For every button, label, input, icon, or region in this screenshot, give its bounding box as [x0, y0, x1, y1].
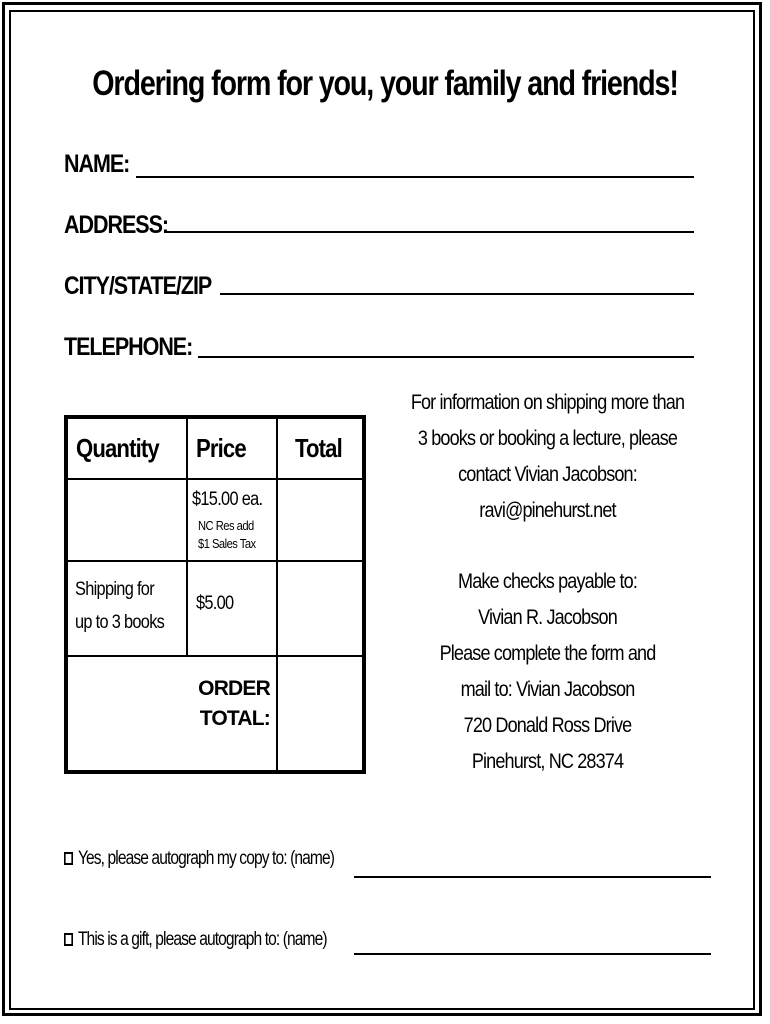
- form-title: Ordering form for you, your family and friends!: [92, 64, 678, 103]
- payment-line: Vivian R. Jacobson: [478, 606, 617, 629]
- quantity-book-cell[interactable]: [68, 480, 185, 559]
- city-state-zip-label: CITY/STATE/ZIP: [64, 272, 212, 300]
- telephone-label: TELEPHONE:: [64, 333, 193, 361]
- gift-checkbox[interactable]: [64, 933, 73, 946]
- payment-info: [385, 564, 710, 780]
- payment-line: Please complete the form and: [439, 642, 656, 665]
- autograph-label: Yes, please autograph my copy to: (name): [77, 848, 335, 869]
- payment-line: 720 Donald Ross Drive: [463, 714, 632, 737]
- gift-name-field[interactable]: [354, 953, 711, 955]
- payment-line: mail to: Vivian Jacobson: [460, 678, 635, 701]
- address-field[interactable]: [166, 231, 694, 233]
- payment-line: Make checks payable to:: [458, 570, 637, 593]
- gift-option: [64, 929, 327, 951]
- name-label: NAME:: [64, 150, 130, 178]
- shipping-price: $5.00: [196, 593, 234, 614]
- order-total-cell[interactable]: [278, 657, 362, 770]
- contact-email: ravi@pinehurst.net: [479, 499, 616, 522]
- order-total-line2: TOTAL:: [199, 707, 270, 730]
- shipping-label-line1: Shipping for: [75, 579, 154, 600]
- total-shipping-cell[interactable]: [278, 562, 362, 654]
- shipping-label-line2: up to 3 books: [75, 612, 165, 633]
- city-state-zip-field[interactable]: [220, 293, 694, 295]
- order-table: [64, 415, 366, 774]
- name-field[interactable]: [136, 176, 694, 178]
- info-line: For information on shipping more than: [410, 391, 685, 414]
- order-total-label: [168, 674, 270, 734]
- address-label: ADDRESS:: [64, 211, 169, 239]
- table-divider-v1: [186, 419, 188, 657]
- order-total-line1: ORDER: [198, 677, 270, 700]
- autograph-checkbox[interactable]: [64, 852, 73, 865]
- telephone-field[interactable]: [198, 356, 694, 358]
- book-price: $15.00 ea.: [192, 489, 263, 510]
- header-price: Price: [196, 433, 246, 463]
- sales-tax-note-line2: $1 Sales Tax: [198, 536, 256, 551]
- shipping-info: [385, 385, 710, 529]
- info-line: contact Vivian Jacobson:: [458, 463, 637, 486]
- header-total: Total: [295, 433, 342, 463]
- autograph-option: [64, 848, 334, 870]
- gift-label: This is a gift, please autograph to: (name): [77, 929, 327, 950]
- autograph-name-field[interactable]: [354, 876, 711, 878]
- sales-tax-note-line1: NC Res add: [198, 518, 254, 533]
- payment-line: Pinehurst, NC 28374: [471, 750, 624, 773]
- info-line: 3 books or booking a lecture, please: [417, 427, 678, 450]
- header-quantity: Quantity: [76, 433, 159, 463]
- total-book-cell[interactable]: [278, 480, 362, 559]
